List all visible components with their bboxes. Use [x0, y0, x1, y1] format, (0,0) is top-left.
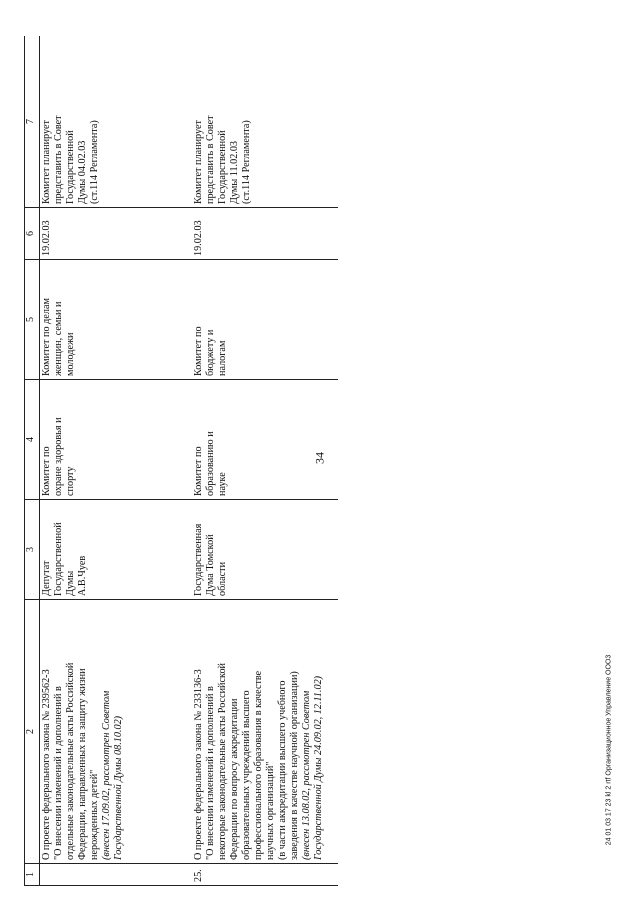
bill-title-line: "О внесении изменений и дополнений в [205, 686, 216, 860]
column-header: 5 [25, 260, 40, 380]
column-header: 4 [25, 380, 40, 500]
plan-cell [192, 36, 338, 208]
plan-cell [40, 36, 193, 208]
bill-title-line: "О внесении изменений и дополнений в [53, 686, 64, 860]
initiator-line: Государственная [193, 523, 204, 596]
table-row [192, 36, 338, 886]
bill-note-line: (внесен 13.08.02, рассмотрен Советом [301, 690, 312, 860]
date-cell: 19.02.03 [40, 208, 193, 260]
initiator-line: Думы [65, 570, 76, 596]
column-header: 3 [25, 500, 40, 600]
initiator-line: Дума Томской [205, 534, 216, 596]
bill-title-line: научных организаций" [265, 761, 276, 860]
bill-note-line: (внесен 17.09.02, рассмотрен Советом [101, 690, 112, 860]
row-number: 25. [192, 864, 338, 886]
co-committee-line: женщин, семьи и [53, 301, 64, 376]
bill-title-line: О проекте федерального закона № 233136-3 [193, 669, 204, 860]
committee-line: Комитет по [193, 446, 204, 496]
document-table-container [24, 36, 338, 886]
initiator-line: области [217, 561, 228, 596]
co-committee-line: Комитет по делам [41, 298, 52, 376]
bill-title-cell [40, 600, 193, 864]
initiator-line: Государственной [53, 522, 64, 596]
committee-line: спорту [65, 466, 76, 496]
row-number [40, 864, 193, 886]
column-header: 2 [25, 600, 40, 864]
plan-line: Комитет планирует [193, 120, 204, 204]
co-committee-line: налогам [217, 340, 228, 376]
bill-title-line: Федерации, направленных на защиту жизни [77, 668, 88, 860]
column-header: 6 [25, 208, 40, 260]
bill-title-line: О проекте федерального закона № 239562-3 [41, 669, 52, 860]
table-row [40, 36, 193, 886]
bill-title-line: отдельные законодательные акты Российской [65, 662, 76, 860]
plan-line: (ст.114 Регламента) [241, 120, 252, 204]
column-header: 1 [25, 864, 40, 886]
initiator-cell [40, 500, 193, 600]
co-committee-line: молодежи [65, 332, 76, 376]
plan-line: Думы 04.02.03 [77, 140, 88, 204]
bill-note-line: Государственной Думы 24.09.02, 12.11.02) [313, 675, 324, 860]
plan-line: Государственной [217, 130, 228, 204]
plan-line: представить в Совет [205, 115, 216, 204]
committee-line: охране здоровья и [53, 417, 64, 496]
initiator-line: Депутат [41, 560, 52, 596]
bill-title-line: некоторые законодательные акты Российской [217, 662, 228, 860]
co-committee-line: бюджету и [205, 329, 216, 376]
committee-line: образованию и [205, 431, 216, 496]
bill-title-line: Федерации по вопросу аккредитации [229, 698, 240, 860]
committee-line: Комитет по [41, 446, 52, 496]
plan-line: Комитет планирует [41, 120, 52, 204]
plan-line: Государственной [65, 130, 76, 204]
bill-title-line: профессионального образования в качестве [253, 670, 264, 860]
plan-line: представить в Совет [53, 115, 64, 204]
bill-title-line: заведения в качестве научной организации) [289, 671, 300, 860]
date-cell: 19.02.03 [192, 208, 338, 260]
rotated-table [24, 36, 338, 886]
table-header-row [25, 36, 40, 886]
committee-line: науке [217, 472, 228, 496]
bill-title-line: нерожденных детей" [89, 769, 100, 860]
bill-title-line: образовательных учреждений высшего [241, 690, 252, 860]
plan-line: (ст.114 Регламента) [89, 120, 100, 204]
committee-cell [192, 380, 338, 500]
bills-table [24, 36, 338, 886]
plan-line: Думы 11.02.03 [229, 140, 240, 204]
footer-print-info: 24 01 03 17 23 kl 2 rtf Организационное Управление ООО3 [605, 654, 613, 846]
co-committee-cell [192, 260, 338, 380]
initiator-cell [192, 500, 338, 600]
column-header: 7 [25, 36, 40, 208]
co-committee-cell [40, 260, 193, 380]
committee-cell [40, 380, 193, 500]
page-number: 34 [312, 452, 327, 464]
bill-title-cell [192, 600, 338, 864]
initiator-line: А.В.Чуев [77, 555, 88, 596]
bill-note-line: Государственной Думы 08.10.02) [113, 715, 124, 860]
co-committee-line: Комитет по [193, 326, 204, 376]
bill-title-line: (в части аккредитации высшего учебного [277, 680, 288, 860]
